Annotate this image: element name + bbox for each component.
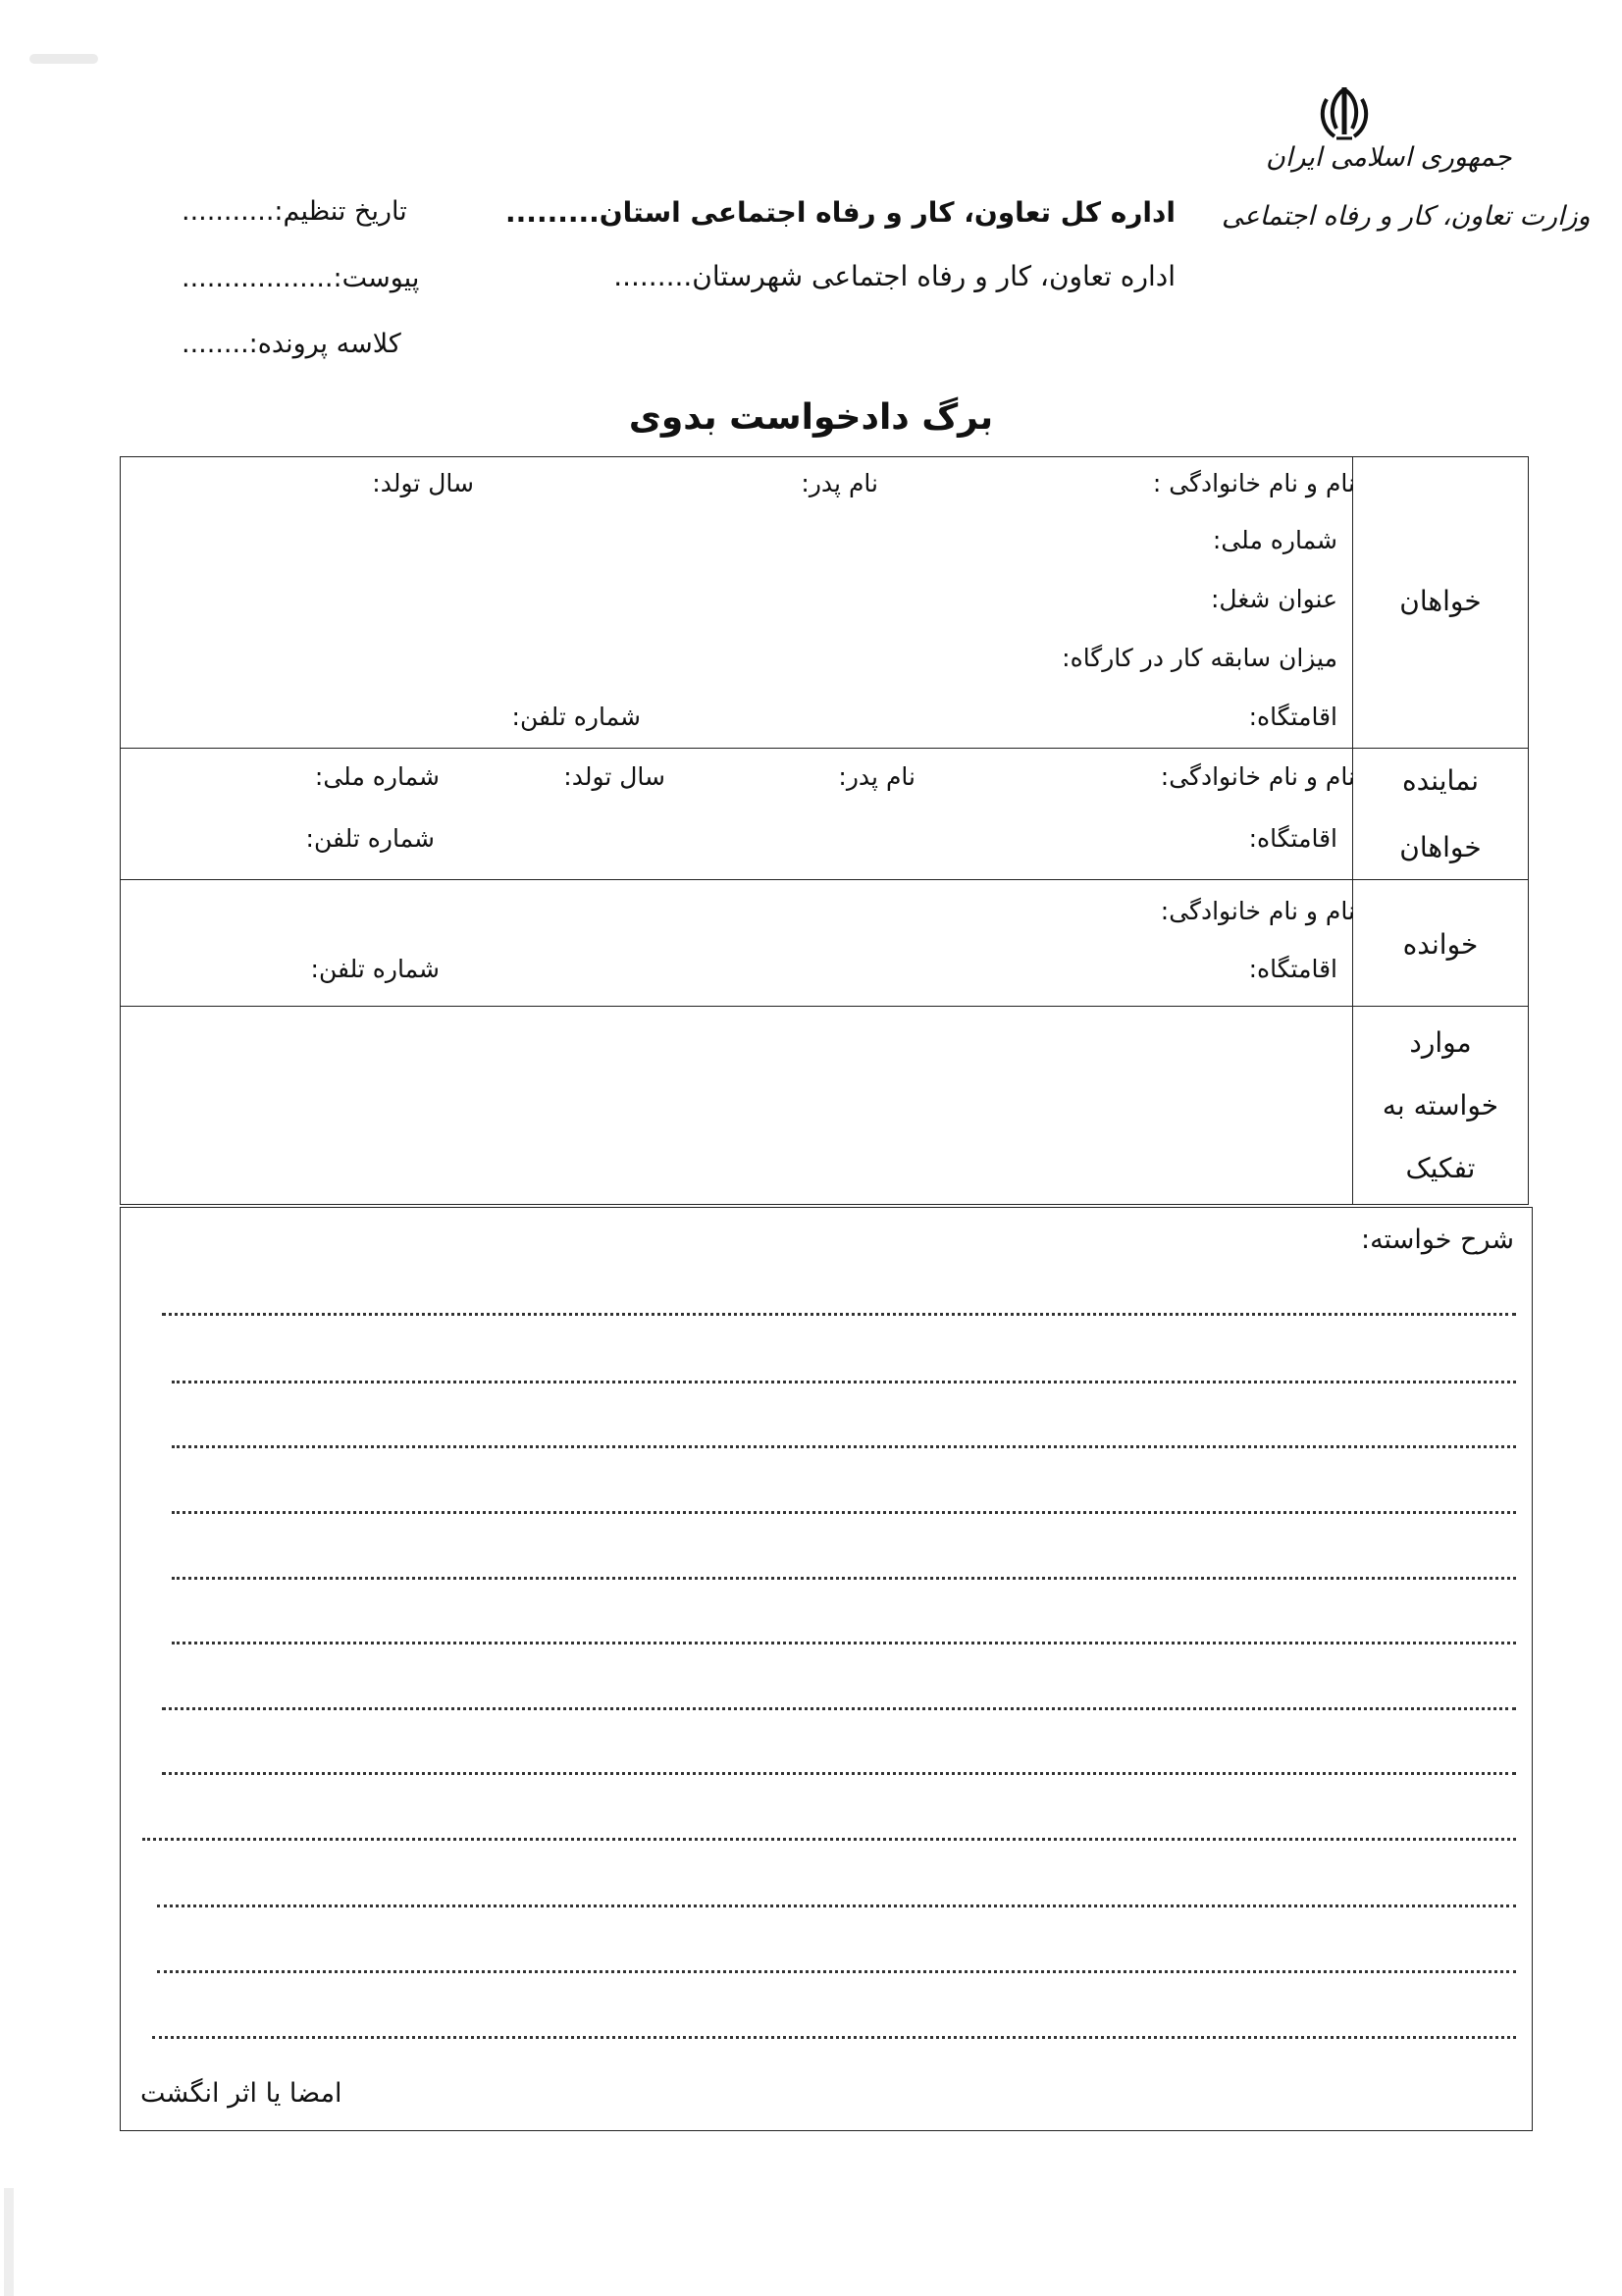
ministry-line-2: وزارت تعاون، کار و رفاه اجتماعی: [1222, 201, 1591, 232]
heading-column-divider: [1352, 456, 1353, 1205]
plaintiff-work-history-field[interactable]: میزان سابقه کار در کارگاه:: [1062, 644, 1337, 672]
description-box: [120, 1207, 1533, 2131]
description-line-9[interactable]: [142, 1838, 1516, 1841]
office-city: اداره تعاون، کار و رفاه اجتماعی شهرستان.........: [613, 260, 1176, 292]
scan-edge: [4, 2188, 14, 2296]
plaintiff-job-title-field[interactable]: عنوان شغل:: [1211, 585, 1337, 613]
representative-heading-2: خواهان: [1399, 831, 1482, 863]
row-divider-3: [120, 1006, 1529, 1007]
representative-birth-year-field[interactable]: سال تولد:: [563, 762, 665, 791]
description-line-2[interactable]: [172, 1381, 1516, 1383]
file-class-field: کلاسه پرونده:........: [182, 329, 401, 359]
description-line-7[interactable]: [162, 1707, 1516, 1710]
defendant-phone-field[interactable]: شماره تلفن:: [310, 955, 440, 983]
claims-heading-1: موارد: [1409, 1026, 1472, 1059]
date-field: تاریخ تنظیم:...........: [182, 196, 407, 227]
representative-national-id-field[interactable]: شماره ملی:: [314, 762, 440, 791]
defendant-residence-field[interactable]: اقامتگاه:: [1248, 955, 1337, 983]
description-line-6[interactable]: [172, 1642, 1516, 1644]
ministry-line-1: جمهوری اسلامی ایران: [1266, 142, 1512, 173]
iran-emblem-icon: [1315, 83, 1374, 144]
representative-father-field[interactable]: نام پدر:: [838, 762, 916, 791]
row-divider-2: [120, 879, 1529, 880]
plaintiff-name-field[interactable]: نام و نام خانوادگی :: [1152, 469, 1355, 497]
claims-heading-3: تفکیک: [1405, 1152, 1476, 1184]
defendant-heading: خوانده: [1402, 928, 1479, 961]
description-line-4[interactable]: [172, 1511, 1516, 1514]
representative-residence-field[interactable]: اقامتگاه:: [1248, 824, 1337, 853]
representative-heading-1: نماینده: [1401, 764, 1480, 797]
form-title: برگ دادخواست بدوی: [628, 397, 994, 438]
description-heading: شرح خواسته:: [1360, 1225, 1514, 1255]
plaintiff-father-field[interactable]: نام پدر:: [801, 469, 878, 497]
description-line-3[interactable]: [172, 1445, 1516, 1448]
office-province: اداره کل تعاون، کار و رفاه اجتماعی استان.........: [505, 196, 1176, 229]
claims-heading-2: خواسته به: [1382, 1089, 1499, 1122]
attachment-field: پیوست:..................: [182, 263, 420, 293]
scan-smudge: [29, 54, 98, 64]
description-line-1[interactable]: [162, 1313, 1516, 1316]
plaintiff-national-id-field[interactable]: شماره ملی:: [1212, 526, 1337, 554]
plaintiff-residence-field[interactable]: اقامتگاه:: [1248, 703, 1337, 731]
description-line-10[interactable]: [157, 1905, 1516, 1907]
representative-name-field[interactable]: نام و نام خانوادگی:: [1160, 762, 1355, 791]
description-line-12[interactable]: [152, 2036, 1516, 2039]
description-line-8[interactable]: [162, 1772, 1516, 1775]
plaintiff-phone-field[interactable]: شماره تلفن:: [511, 703, 641, 731]
plaintiff-heading: خواهان: [1399, 585, 1482, 617]
row-divider-1: [120, 748, 1529, 749]
description-line-11[interactable]: [157, 1970, 1516, 1973]
representative-phone-field[interactable]: شماره تلفن:: [305, 824, 435, 853]
signature-label: امضا یا اثر انگشت: [140, 2078, 342, 2109]
description-line-5[interactable]: [172, 1577, 1516, 1580]
plaintiff-birth-year-field[interactable]: سال تولد:: [372, 469, 474, 497]
claims-entry-area[interactable]: [122, 1008, 1350, 1203]
defendant-name-field[interactable]: نام و نام خانوادگی:: [1160, 897, 1355, 925]
